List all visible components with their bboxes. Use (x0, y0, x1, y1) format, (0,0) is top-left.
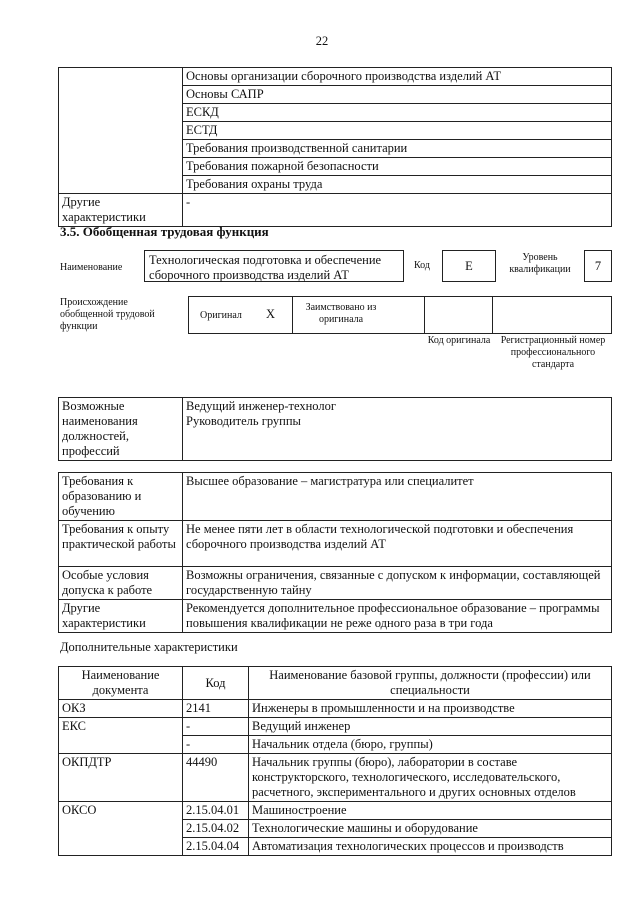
requirement-value: Высшее образование – магистратура или специалитет (183, 473, 612, 521)
name-cell: Начальник группы (бюро), лаборатории в составе конструкторского, технологического, исследовательского, расчетного, экспериментального и других основных отделов (249, 754, 612, 802)
origin-divider-1 (292, 296, 293, 334)
origin-boxes (188, 296, 612, 334)
positions-values (183, 398, 612, 461)
knowledge-item: Основы организации сборочного производства изделий АТ (183, 68, 612, 86)
function-name-box: Технологическая подготовка и обеспечение сборочного производства изделий АТ (144, 250, 404, 282)
original-mark: X (266, 307, 276, 321)
name-cell: Машиностроение (249, 802, 612, 820)
code-cell: - (183, 718, 249, 736)
doc-cell: ЕКС (59, 718, 183, 754)
requirement-label: Другие характеристики (59, 600, 183, 633)
position-item: Руководитель группы (186, 414, 301, 428)
position-item: Ведущий инженер-технолог (186, 399, 336, 413)
name-cell: Инженеры в промышленности и на производстве (249, 700, 612, 718)
name-label: Наименование (60, 262, 123, 273)
table-row (59, 802, 612, 820)
reg-number-caption: Регистрационный номер профессионального стандарта (500, 335, 606, 370)
code-cell: 2.15.04.02 (183, 820, 249, 838)
knowledge-item: Требования производственной санитарии (183, 140, 612, 158)
name-cell: Ведущий инженер (249, 718, 612, 736)
origin-divider-3 (492, 296, 493, 334)
code-cell: 44490 (183, 754, 249, 802)
origin-divider-2 (424, 296, 425, 334)
table-row (59, 700, 612, 718)
level-value-box: 7 (584, 250, 612, 282)
top-knowledge-table (58, 67, 612, 227)
name-cell: Технологические машины и оборудование (249, 820, 612, 838)
page-number: 22 (315, 34, 329, 48)
additional-header: Наименование документа (59, 667, 183, 700)
knowledge-item: ЕСТД (183, 122, 612, 140)
additional-header: Наименование базовой группы, должности (профессии) или специальности (249, 667, 612, 700)
original-label: Оригинал (200, 310, 242, 321)
knowledge-item: Требования охраны труда (183, 176, 612, 194)
requirement-label: Требования к опыту практической работы (59, 521, 183, 567)
positions-label: Возможные наименования должностей, профессий (59, 398, 183, 461)
positions-table (58, 397, 612, 461)
additional-title: Дополнительные характеристики (60, 640, 238, 654)
doc-cell: ОКПДТР (59, 754, 183, 802)
code-cell: 2.15.04.04 (183, 838, 249, 856)
code-cell: 2141 (183, 700, 249, 718)
borrowed-label: Заимствовано из оригинала (305, 302, 377, 325)
requirement-label: Особые условия допуска к работе (59, 567, 183, 600)
requirement-value: Возможны ограничения, связанные с допуском к информации, составляющей государственную тайну (183, 567, 612, 600)
doc-cell: ОКСО (59, 802, 183, 856)
knowledge-item: Основы САПР (183, 86, 612, 104)
code-original-caption: Код оригинала (427, 335, 491, 346)
section-title: 3.5. Обобщенная трудовая функция (60, 224, 269, 239)
requirement-value: Рекомендуется дополнительное профессиональное образование – программы повышения квалификации не реже одного раза в три года (183, 600, 612, 633)
code-label: Код (414, 260, 430, 271)
additional-table (58, 666, 612, 856)
knowledge-item: ЕСКД (183, 104, 612, 122)
code-value-box: E (442, 250, 496, 282)
level-label: Уровень квалификации (509, 252, 571, 275)
knowledge-item: Требования пожарной безопасности (183, 158, 612, 176)
additional-header: Код (183, 667, 249, 700)
origin-label: Происхождение обобщенной трудовой функции (60, 297, 155, 332)
doc-cell: ОКЗ (59, 700, 183, 718)
requirement-label: Требования к образованию и обучению (59, 473, 183, 521)
table-row (59, 754, 612, 802)
name-cell: Автоматизация технологических процессов и производств (249, 838, 612, 856)
name-cell: Начальник отдела (бюро, группы) (249, 736, 612, 754)
other-characteristics-label: Другие характеристики (59, 194, 183, 227)
requirements-table (58, 472, 612, 633)
table-row (59, 718, 612, 736)
code-cell: - (183, 736, 249, 754)
other-characteristics-value: - (183, 194, 612, 227)
code-cell: 2.15.04.01 (183, 802, 249, 820)
requirement-value: Не менее пяти лет в области технологической подготовки и обеспечения сборочного производства изделий АТ (183, 521, 612, 567)
